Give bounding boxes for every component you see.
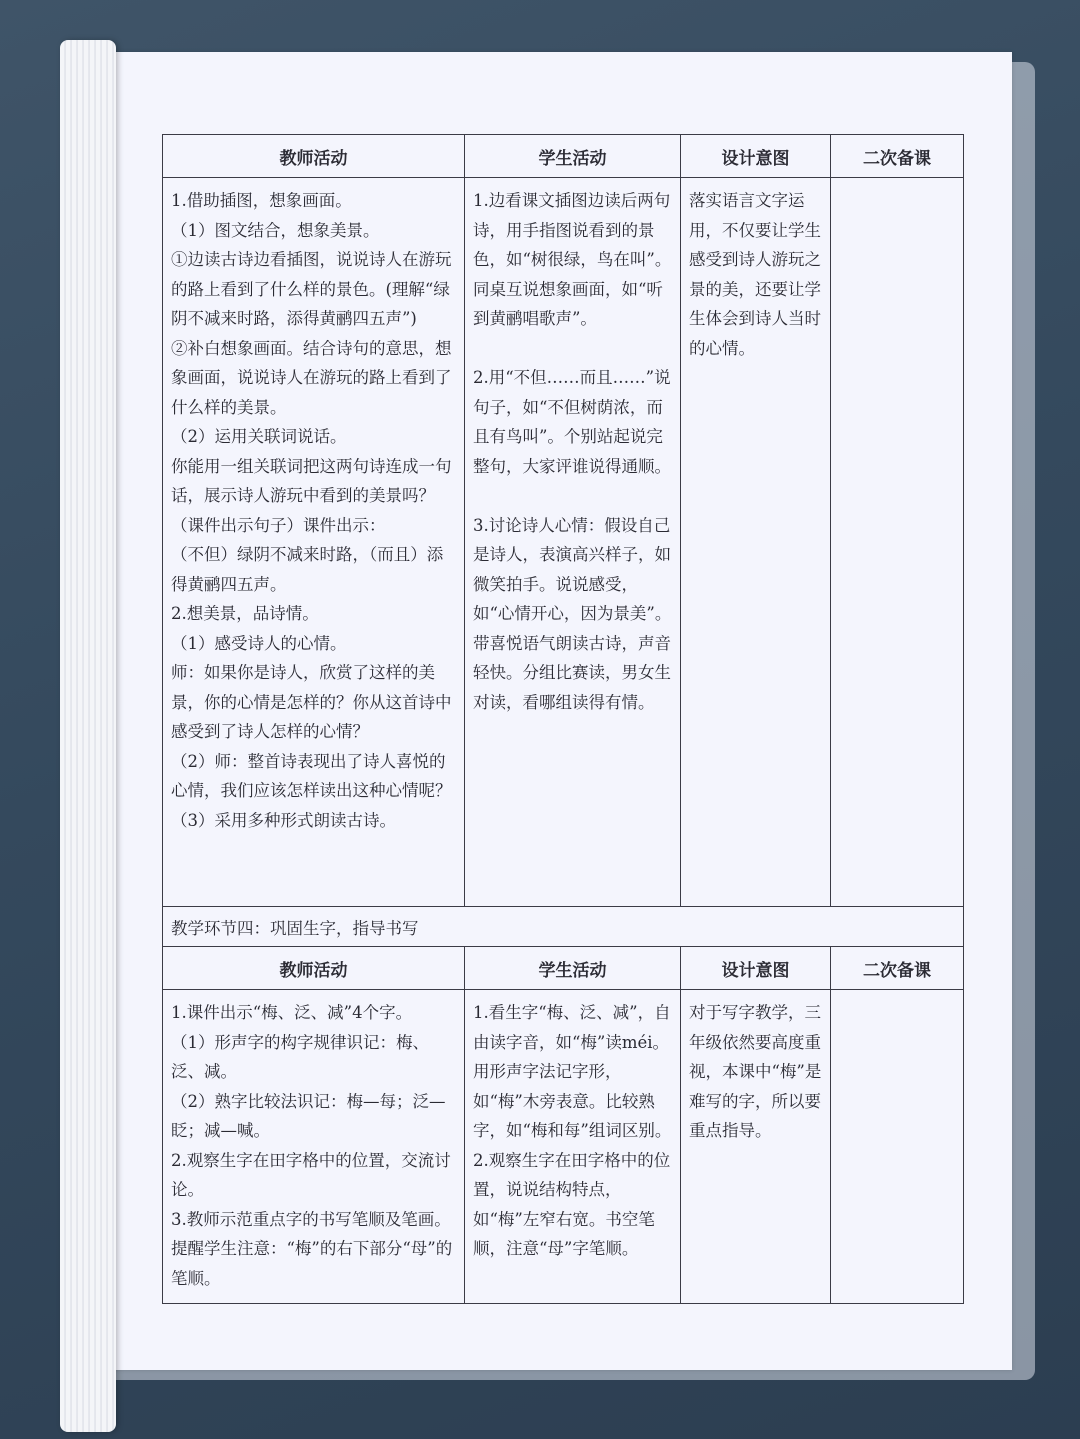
- design-intent-cell-2: [681, 990, 831, 1304]
- second-prep-text-2: [831, 990, 963, 1004]
- header-design-intent-2: 设计意图: [681, 947, 831, 990]
- student-activity-cell-2: [465, 990, 681, 1304]
- header-student-activity-2: 学生活动: [465, 947, 681, 990]
- student-activity-text-2: 1.看生字“梅、泛、减”，自由读字音，如“梅”读méi。用形声字法记字形，如“梅”木旁表意。比较熟字，如“梅和每”组词区别。 2.观察生字在田字格中的位置，说说结构特点，如“梅”左窄右宽。书空笔顺，注意“母”字笔顺。: [473, 1003, 672, 1258]
- table-header-row: [163, 135, 964, 178]
- second-prep-cell-2: [831, 990, 964, 1304]
- second-prep-cell: [831, 178, 964, 907]
- header-student-activity: 学生活动: [465, 135, 681, 178]
- design-intent-text: 落实语言文字运用，不仅要让学生感受到诗人游玩之景的美，还要让学生体会到诗人当时的心情。: [689, 191, 821, 358]
- table-row: [163, 178, 964, 907]
- header-teacher-activity: 教师活动: [163, 135, 465, 178]
- second-prep-text: [831, 178, 963, 192]
- teacher-activity-text: 1.借助插图，想象画面。 （1）图文结合，想象美景。 ①边读古诗边看插图，说说诗人在游玩的路上看到了什么样的景色。(理解“绿阴不减来时路，添得黄鹂四五声”) ②补白想象画面。结合诗句的意思，想象画面，说说诗人在游玩的路上看到了什么样的美景。 （2）运用关联词说话。 你能用一组关联词把这两句诗连成一句话，展示诗人游玩中看到的美景吗？（课件出示句子）课件出示： （不但）绿阴不减来时路，（而且）添得黄鹂四五声。 2.想美景，品诗情。 （1）感受诗人的心情。 师：如果你是诗人，欣赏了这样的美景，你的心情是怎样的？你从这首诗中感受到了诗人怎样的心情？ （2）师：整首诗表现出了诗人喜悦的心情，我们应该怎样读出这种心情呢？ （3）采用多种形式朗读古诗。: [171, 191, 452, 830]
- design-intent-text-2: 对于写字教学，三年级依然要高度重视，本课中“梅”是难写的字，所以要重点指导。: [689, 1003, 822, 1140]
- design-intent-cell: [681, 178, 831, 907]
- section-title-row: [163, 907, 964, 947]
- teacher-activity-cell-2: [163, 990, 465, 1304]
- binder-spine: [60, 40, 116, 1432]
- header-teacher-activity-2: 教师活动: [163, 947, 465, 990]
- teacher-activity-text-2: 1.课件出示“梅、泛、减”4个字。 （1）形声字的构字规律识记：梅、泛、减。 （2）熟字比较法识记：梅—每；泛—眨；减—喊。 2.观察生字在田字格中的位置，交流讨论。 3.教师示范重点字的书写笔顺及笔画。提醒学生注意：“梅”的右下部分“母”的笔顺。: [171, 1003, 453, 1288]
- lesson-plan-table: [162, 134, 964, 1304]
- header-second-prep: 二次备课: [831, 135, 964, 178]
- student-activity-text: 1.边看课文插图边读后两句诗，用手指图说看到的景色，如“树很绿，鸟在叫”。同桌互说想象画面，如“听到黄鹂唱歌声”。 2.用“不但……而且……”说句子，如“不但树荫浓，而且有鸟叫”。个别站起说完整句，大家评谁说得通顺。 3.讨论诗人心情：假设自己是诗人，表演高兴样子，如微笑拍手。说说感受，如“心情开心，因为景美”。带喜悦语气朗读古诗，声音轻快。分组比赛读，男女生对读，看哪组读得有情。: [473, 191, 672, 712]
- table-header-row-2: [163, 947, 964, 990]
- table-row: [163, 990, 964, 1304]
- header-design-intent: 设计意图: [681, 135, 831, 178]
- teacher-activity-cell: [163, 178, 465, 907]
- header-second-prep-2: 二次备课: [831, 947, 964, 990]
- section-title: 教学环节四：巩固生字，指导书写: [163, 907, 964, 947]
- student-activity-cell: [465, 178, 681, 907]
